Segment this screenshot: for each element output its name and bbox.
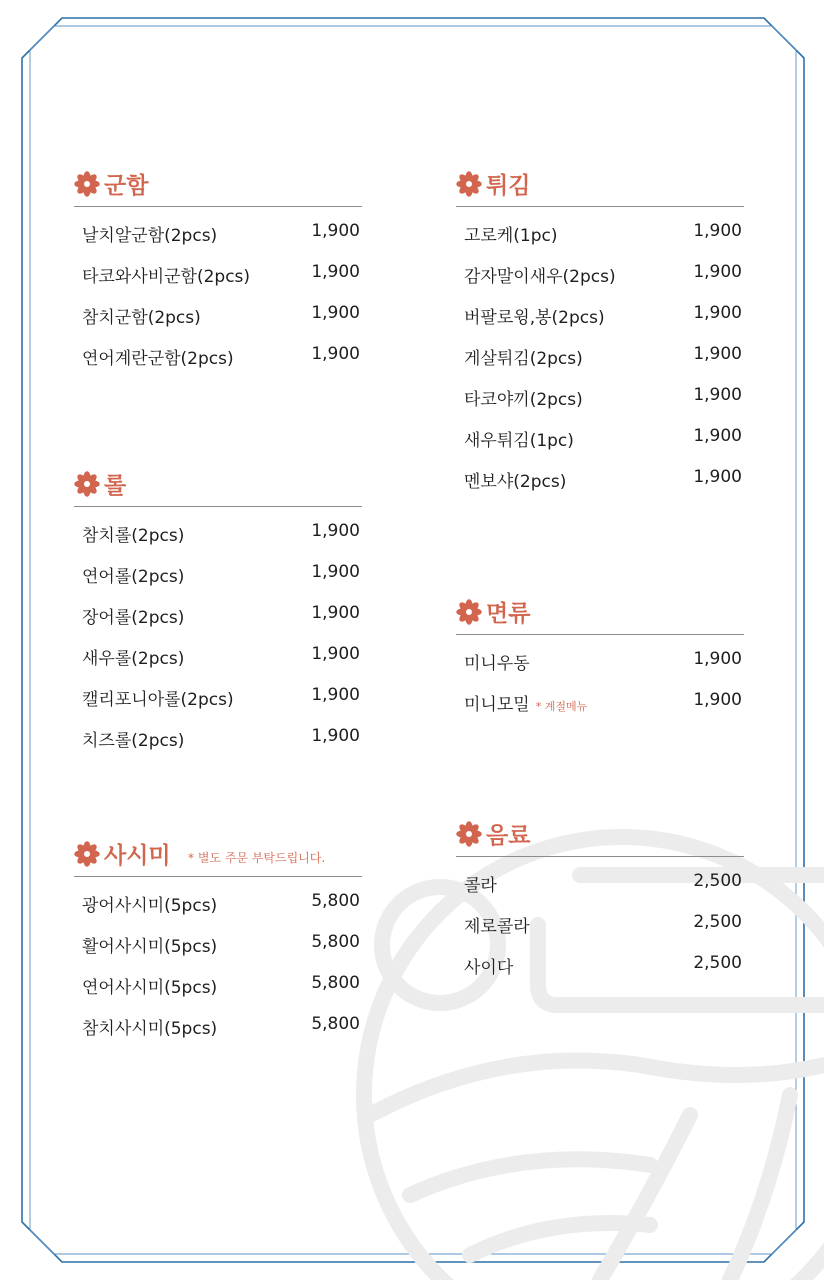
item-name: 타코야끼(2pcs) [464, 390, 583, 410]
flower-icon [456, 171, 482, 197]
flower-icon [74, 841, 100, 867]
item-price: 1,900 [311, 221, 360, 241]
item-name: 감자말이새우(2pcs) [464, 267, 616, 287]
item-name: 연어계란군함(2pcs) [82, 349, 234, 369]
item-price: 1,900 [693, 690, 742, 710]
menu-item [456, 412, 744, 453]
menu-item [74, 548, 362, 589]
item-price: 1,900 [693, 649, 742, 669]
menu-item [74, 1000, 362, 1041]
section-title: 튀김 [486, 173, 531, 199]
item-price: 1,900 [311, 521, 360, 541]
item-name: 미니우동 [464, 654, 530, 674]
item-name: 제로콜라 [464, 917, 530, 937]
menu-list [74, 507, 362, 753]
item-name: 광어사시미(5pcs) [82, 896, 218, 916]
item-name: 고로케(1pc) [464, 226, 558, 246]
menu-item [74, 712, 362, 753]
menu-item [456, 939, 744, 980]
item-price: 5,800 [311, 1014, 360, 1034]
menu-item [456, 898, 744, 939]
menu-list [74, 877, 362, 1041]
item-price: 1,900 [311, 726, 360, 746]
flower-icon [74, 471, 100, 497]
menu-item [74, 330, 362, 371]
item-name: 캘리포니아롤(2pcs) [82, 690, 234, 710]
item-price: 2,500 [693, 871, 742, 891]
menu-item [456, 453, 744, 494]
item-price: 5,800 [311, 891, 360, 911]
item-name: 게살튀김(2pcs) [464, 349, 583, 369]
item-price: 1,900 [693, 221, 742, 241]
item-price: 1,900 [693, 426, 742, 446]
item-price: 2,500 [693, 953, 742, 973]
section-note: * 별도 주문 부탁드립니다. [188, 851, 326, 865]
item-name: 연어롤(2pcs) [82, 567, 185, 587]
item-name: 참치군함(2pcs) [82, 308, 201, 328]
menu-item [456, 289, 744, 330]
menu-item [74, 630, 362, 671]
menu-item [74, 877, 362, 918]
item-name: 콜라 [464, 876, 497, 896]
section-sashimi [74, 830, 362, 1041]
menu-item [74, 671, 362, 712]
menu-item [74, 289, 362, 330]
menu-item [456, 857, 744, 898]
menu-item [456, 371, 744, 412]
item-name: 치즈롤(2pcs) [82, 731, 185, 751]
section-title: 면류 [486, 601, 531, 627]
item-name: 참치롤(2pcs) [82, 526, 185, 546]
item-name: 연어사시미(5pcs) [82, 978, 218, 998]
menu-list [74, 207, 362, 371]
item-price: 1,900 [311, 344, 360, 364]
menu-item [456, 676, 744, 717]
item-name: 타코와사비군함(2pcs) [82, 267, 251, 287]
item-price: 1,900 [693, 303, 742, 323]
menu-list [456, 857, 744, 980]
menu-item [74, 248, 362, 289]
item-name: 새우롤(2pcs) [82, 649, 185, 669]
section-header [456, 160, 744, 207]
section-gunham [74, 160, 362, 371]
menu-list [456, 635, 744, 717]
menu-item [74, 918, 362, 959]
section-header [74, 830, 362, 877]
menu-list [456, 207, 744, 494]
item-price: 5,800 [311, 932, 360, 952]
flower-icon [456, 821, 482, 847]
item-price: 1,900 [693, 385, 742, 405]
menu-item [74, 207, 362, 248]
item-price: 1,900 [693, 467, 742, 487]
menu-item [456, 207, 744, 248]
item-name: 버팔로윙,봉(2pcs) [464, 308, 605, 328]
menu-item [74, 507, 362, 548]
section-drinks [456, 810, 744, 980]
item-name: 새우튀김(1pc) [464, 431, 574, 451]
section-twigim [456, 160, 744, 494]
item-name-wrap [464, 690, 587, 715]
flower-icon [456, 599, 482, 625]
item-name: 미니모밀 [464, 695, 530, 715]
item-name: 사이다 [464, 958, 514, 978]
item-price: 5,800 [311, 973, 360, 993]
item-name: 참치사시미(5pcs) [82, 1019, 218, 1039]
item-name: 활어사시미(5pcs) [82, 937, 218, 957]
section-title: 음료 [486, 823, 531, 849]
section-header [456, 588, 744, 635]
item-price: 1,900 [311, 685, 360, 705]
section-header [74, 460, 362, 507]
menu-item [74, 959, 362, 1000]
menu-item [456, 330, 744, 371]
section-header [456, 810, 744, 857]
item-name: 날치알군함(2pcs) [82, 226, 218, 246]
item-price: 1,900 [311, 562, 360, 582]
section-roll [74, 460, 362, 753]
item-price: 1,900 [311, 603, 360, 623]
item-note: * 계절메뉴 [535, 700, 588, 713]
menu-item [74, 589, 362, 630]
flower-icon [74, 171, 100, 197]
menu-item [456, 635, 744, 676]
item-price: 2,500 [693, 912, 742, 932]
item-price: 1,900 [311, 303, 360, 323]
item-name: 장어롤(2pcs) [82, 608, 185, 628]
section-noodles [456, 588, 744, 717]
item-price: 1,900 [693, 262, 742, 282]
section-header [74, 160, 362, 207]
section-title: 군함 [104, 173, 149, 199]
section-title: 롤 [104, 473, 127, 499]
item-price: 1,900 [311, 644, 360, 664]
section-title: 사시미 [104, 843, 171, 869]
item-price: 1,900 [693, 344, 742, 364]
item-price: 1,900 [311, 262, 360, 282]
menu-item [456, 248, 744, 289]
item-name: 멘보샤(2pcs) [464, 472, 567, 492]
